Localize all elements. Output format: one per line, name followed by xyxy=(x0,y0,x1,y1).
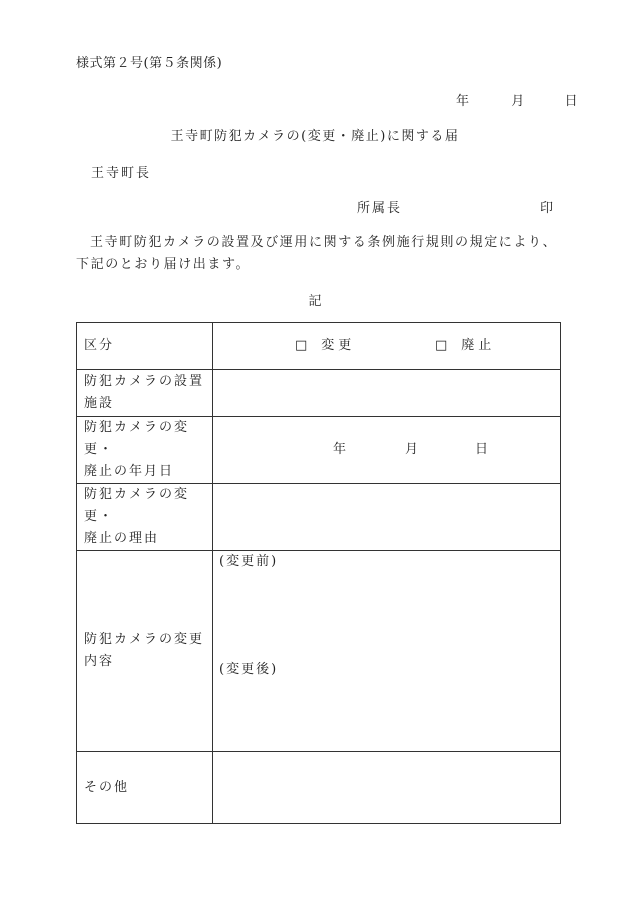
facility-value-field[interactable] xyxy=(213,370,561,417)
date-month-label: 月 xyxy=(511,94,525,109)
table-row-date xyxy=(77,417,561,484)
document-title: 王寺町防犯カメラの(変更・廃止)に関する届 xyxy=(170,129,460,144)
category-value-cell xyxy=(213,323,561,370)
date-year-label: 年 xyxy=(456,94,470,109)
content-label xyxy=(77,551,213,752)
reason-value-field[interactable] xyxy=(213,484,561,551)
content-after-label: (変更後) xyxy=(219,662,279,677)
table-row-content xyxy=(77,551,561,752)
date-value-field[interactable] xyxy=(213,417,561,484)
submission-date xyxy=(456,90,578,109)
date-row-day-label: 日 xyxy=(475,441,491,457)
body-line-1: 王寺町防犯カメラの設置及び運用に関する条例施行規則の規定により、 xyxy=(90,235,558,250)
content-before-label: (変更前) xyxy=(219,554,279,569)
facility-label-line-2: 施設 xyxy=(84,396,115,411)
seal-mark: 印 xyxy=(540,201,554,216)
body-paragraph xyxy=(76,232,556,276)
table-row-facility xyxy=(77,370,561,417)
change-option[interactable] xyxy=(295,335,355,357)
reason-label-line-2: 廃止の理由 xyxy=(84,531,160,546)
date-label-line-2: 廃止の年月日 xyxy=(84,464,175,479)
date-label-line-1: 防犯カメラの変更・ xyxy=(84,420,190,457)
abolish-option-label: 廃止 xyxy=(461,338,496,353)
ki-heading: 記 xyxy=(308,294,322,309)
body-line-2: 下記のとおり届け出ます。 xyxy=(76,257,251,272)
content-label-line-1: 防犯カメラの変更 xyxy=(84,632,205,647)
content-value-field[interactable] xyxy=(213,551,561,752)
facility-label xyxy=(77,370,213,417)
table-row-other xyxy=(77,752,561,824)
content-label-line-2: 内容 xyxy=(84,654,115,669)
date-row-month-label: 月 xyxy=(405,441,421,457)
change-checkbox-icon[interactable]: □ xyxy=(295,338,310,353)
form-number: 様式第２号(第５条関係) xyxy=(76,56,223,71)
category-label: 区分 xyxy=(77,323,213,370)
abolish-checkbox-icon[interactable]: □ xyxy=(435,338,450,353)
reason-label-line-1: 防犯カメラの変更・ xyxy=(84,487,190,524)
reason-label xyxy=(77,484,213,551)
table-row-category xyxy=(77,323,561,370)
date-row-year-label: 年 xyxy=(333,441,349,457)
table-row-reason xyxy=(77,484,561,551)
submitter-label: 所属長 xyxy=(357,201,403,216)
change-option-label: 変更 xyxy=(321,338,356,353)
addressee: 王寺町長 xyxy=(91,166,152,181)
facility-label-line-1: 防犯カメラの設置 xyxy=(84,374,205,389)
date-label xyxy=(77,417,213,484)
abolish-option[interactable] xyxy=(435,335,495,357)
notification-table xyxy=(76,322,561,824)
other-value-field[interactable] xyxy=(213,752,561,824)
date-day-label: 日 xyxy=(564,94,578,109)
other-label: その他 xyxy=(77,752,213,824)
